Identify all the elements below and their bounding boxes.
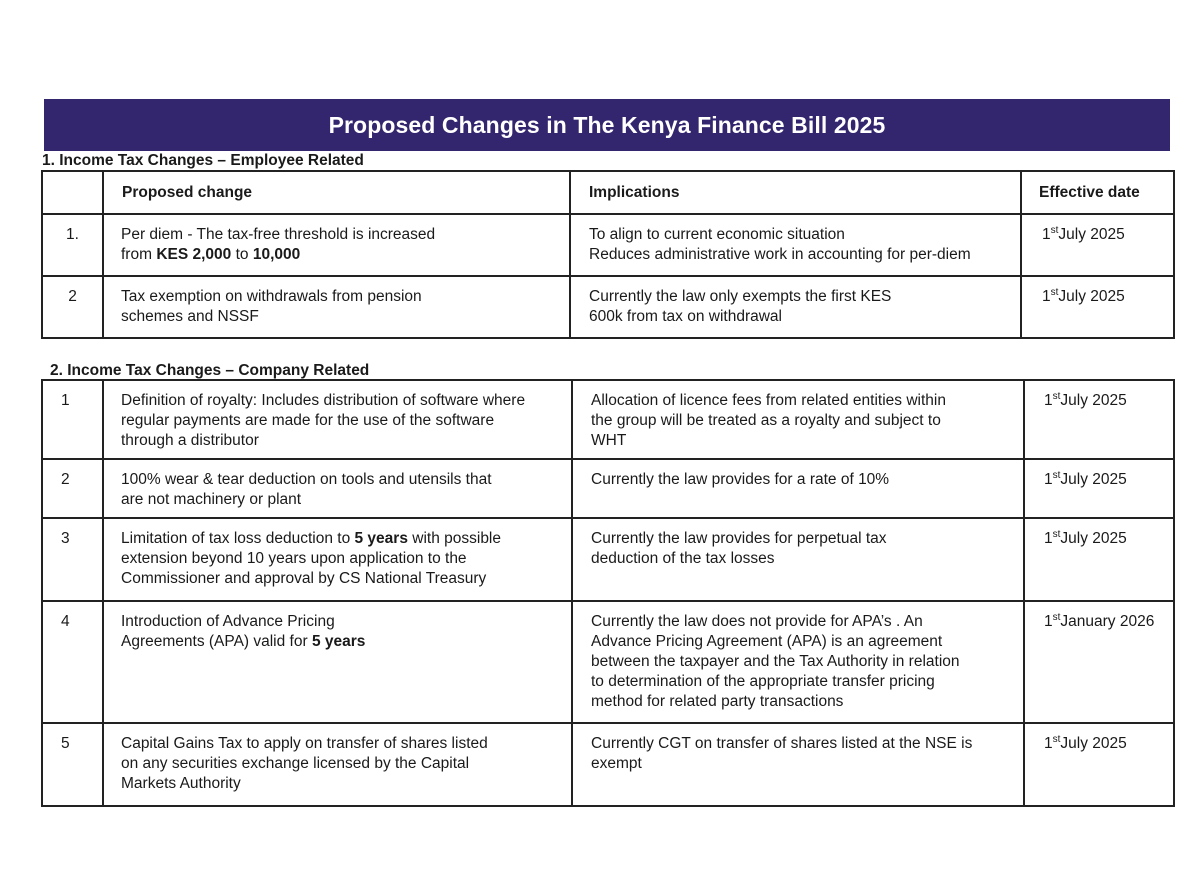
cell-line: schemes and NSSF bbox=[121, 308, 259, 325]
date-rest: July 2025 bbox=[1060, 735, 1127, 752]
header-number bbox=[42, 171, 103, 214]
cell-line: Tax exemption on withdrawals from pension bbox=[121, 288, 422, 305]
proposed-change-cell bbox=[103, 380, 572, 459]
cell-line: are not machinery or plant bbox=[121, 491, 302, 508]
effective-date-cell bbox=[1024, 459, 1174, 518]
cell-line: Currently the law does not provide for APA’s . An bbox=[591, 613, 923, 630]
header-proposed-change: Proposed change bbox=[103, 171, 570, 214]
cell-bold-text: 5 years bbox=[311, 633, 366, 650]
header-effective-date: Effective date bbox=[1021, 171, 1174, 214]
effective-date-cell bbox=[1024, 380, 1174, 459]
implications-cell bbox=[570, 214, 1021, 276]
row-number: 2 bbox=[42, 276, 103, 338]
implications-cell bbox=[572, 518, 1024, 601]
date-suffix: st bbox=[1052, 470, 1061, 481]
implications-cell bbox=[572, 459, 1024, 518]
cell-line: regular payments are made for the use of the software bbox=[121, 412, 495, 429]
cell-text: Limitation of tax loss deduction to bbox=[121, 530, 355, 547]
cell-line: extension beyond 10 years upon application to the bbox=[121, 550, 467, 567]
document-title-banner bbox=[44, 99, 1170, 151]
cell-line: Currently the law provides for perpetual tax bbox=[591, 530, 887, 547]
effective-date-cell bbox=[1021, 214, 1174, 276]
header-implications: Implications bbox=[570, 171, 1021, 214]
cell-line: Definition of royalty: Includes distribution of software where bbox=[121, 392, 526, 409]
cell-line bbox=[121, 632, 565, 652]
table-row bbox=[42, 380, 1174, 459]
cell-line: 600k from tax on withdrawal bbox=[589, 308, 782, 325]
section-1-title: 1. Income Tax Changes – Employee Related bbox=[42, 152, 364, 169]
cell-text: from bbox=[121, 246, 157, 263]
cell-line: Markets Authority bbox=[121, 775, 241, 792]
date-suffix: st bbox=[1052, 391, 1061, 402]
row-number: 3 bbox=[42, 518, 103, 601]
cell-line: Per diem - The tax-free threshold is increased bbox=[121, 226, 436, 243]
row-number: 4 bbox=[42, 601, 103, 723]
cell-line: on any securities exchange licensed by the Capital bbox=[121, 755, 470, 772]
cell-bold-text: KES 2,000 bbox=[156, 246, 232, 263]
cell-text: with possible bbox=[407, 530, 501, 547]
cell-line: Advance Pricing Agreement (APA) is an agreement bbox=[591, 633, 943, 650]
cell-line: Commissioner and approval by CS National Treasury bbox=[121, 570, 487, 587]
proposed-change-cell bbox=[103, 459, 572, 518]
effective-date-cell bbox=[1024, 723, 1174, 806]
date-rest: July 2025 bbox=[1058, 288, 1125, 305]
row-number: 1 bbox=[42, 380, 103, 459]
table-row bbox=[42, 601, 1174, 723]
row-number: 5 bbox=[42, 723, 103, 806]
date-suffix: st bbox=[1050, 287, 1059, 298]
date-suffix: st bbox=[1052, 529, 1061, 540]
cell-line: WHT bbox=[591, 432, 627, 449]
proposed-change-cell bbox=[103, 276, 570, 338]
date-day: 1 bbox=[1044, 392, 1053, 409]
cell-line: Currently CGT on transfer of shares listed at the NSE is bbox=[591, 735, 973, 752]
date-day: 1 bbox=[1044, 471, 1053, 488]
date-rest: July 2025 bbox=[1060, 392, 1127, 409]
table-row bbox=[42, 723, 1174, 806]
table-header-row bbox=[42, 171, 1174, 214]
date-day: 1 bbox=[1044, 530, 1053, 547]
date-day: 1 bbox=[1044, 735, 1053, 752]
cell-line: through a distributor bbox=[121, 432, 259, 449]
document-title: Proposed Changes in The Kenya Finance Bill 2025 bbox=[328, 111, 886, 138]
date-rest: July 2025 bbox=[1060, 471, 1127, 488]
implications-cell bbox=[572, 601, 1024, 723]
cell-line: Capital Gains Tax to apply on transfer of shares listed bbox=[121, 735, 488, 752]
effective-date-cell bbox=[1024, 601, 1174, 723]
cell-line: Currently the law only exempts the first KES bbox=[589, 288, 892, 305]
cell-line: deduction of the tax losses bbox=[591, 550, 775, 567]
table-row bbox=[42, 518, 1174, 601]
proposed-change-cell bbox=[103, 601, 572, 723]
date-suffix: st bbox=[1052, 612, 1061, 623]
implications-cell bbox=[572, 380, 1024, 459]
cell-line: method for related party transactions bbox=[591, 693, 844, 710]
cell-line: Reduces administrative work in accounting for per-diem bbox=[589, 246, 971, 263]
date-rest: July 2025 bbox=[1058, 226, 1125, 243]
cell-line: Currently the law provides for a rate of 10% bbox=[591, 471, 890, 488]
proposed-change-cell bbox=[103, 214, 570, 276]
effective-date-cell bbox=[1024, 518, 1174, 601]
table-row bbox=[42, 276, 1174, 338]
cell-bold-text: 5 years bbox=[354, 530, 408, 547]
cell-text: Agreements (APA) valid for bbox=[121, 633, 312, 650]
date-day: 1 bbox=[1042, 226, 1051, 243]
employee-changes-table bbox=[41, 170, 1175, 339]
cell-line bbox=[121, 529, 565, 549]
cell-text: to bbox=[231, 246, 253, 263]
date-rest: January 2026 bbox=[1060, 613, 1155, 630]
cell-line: exempt bbox=[591, 755, 642, 772]
cell-bold-text: 10,000 bbox=[252, 246, 301, 263]
table-row bbox=[42, 214, 1174, 276]
cell-line: Allocation of licence fees from related entities within bbox=[591, 392, 946, 409]
cell-line: to determination of the appropriate transfer pricing bbox=[591, 673, 935, 690]
date-rest: July 2025 bbox=[1060, 530, 1127, 547]
company-changes-table bbox=[41, 379, 1175, 807]
table-row bbox=[42, 459, 1174, 518]
cell-line: To align to current economic situation bbox=[589, 226, 845, 243]
cell-line: the group will be treated as a royalty and subject to bbox=[591, 412, 941, 429]
date-suffix: st bbox=[1052, 734, 1061, 745]
section-2-title: 2. Income Tax Changes – Company Related bbox=[50, 362, 370, 379]
row-number: 1. bbox=[42, 214, 103, 276]
implications-cell bbox=[570, 276, 1021, 338]
date-suffix: st bbox=[1050, 225, 1059, 236]
proposed-change-cell bbox=[103, 723, 572, 806]
row-number: 2 bbox=[42, 459, 103, 518]
cell-line: Introduction of Advance Pricing bbox=[121, 613, 335, 630]
date-day: 1 bbox=[1042, 288, 1051, 305]
cell-line: 100% wear & tear deduction on tools and utensils that bbox=[121, 471, 492, 488]
date-day: 1 bbox=[1044, 613, 1053, 630]
implications-cell bbox=[572, 723, 1024, 806]
effective-date-cell bbox=[1021, 276, 1174, 338]
proposed-change-cell bbox=[103, 518, 572, 601]
cell-line: between the taxpayer and the Tax Authority in relation bbox=[591, 653, 960, 670]
cell-line bbox=[121, 245, 563, 265]
